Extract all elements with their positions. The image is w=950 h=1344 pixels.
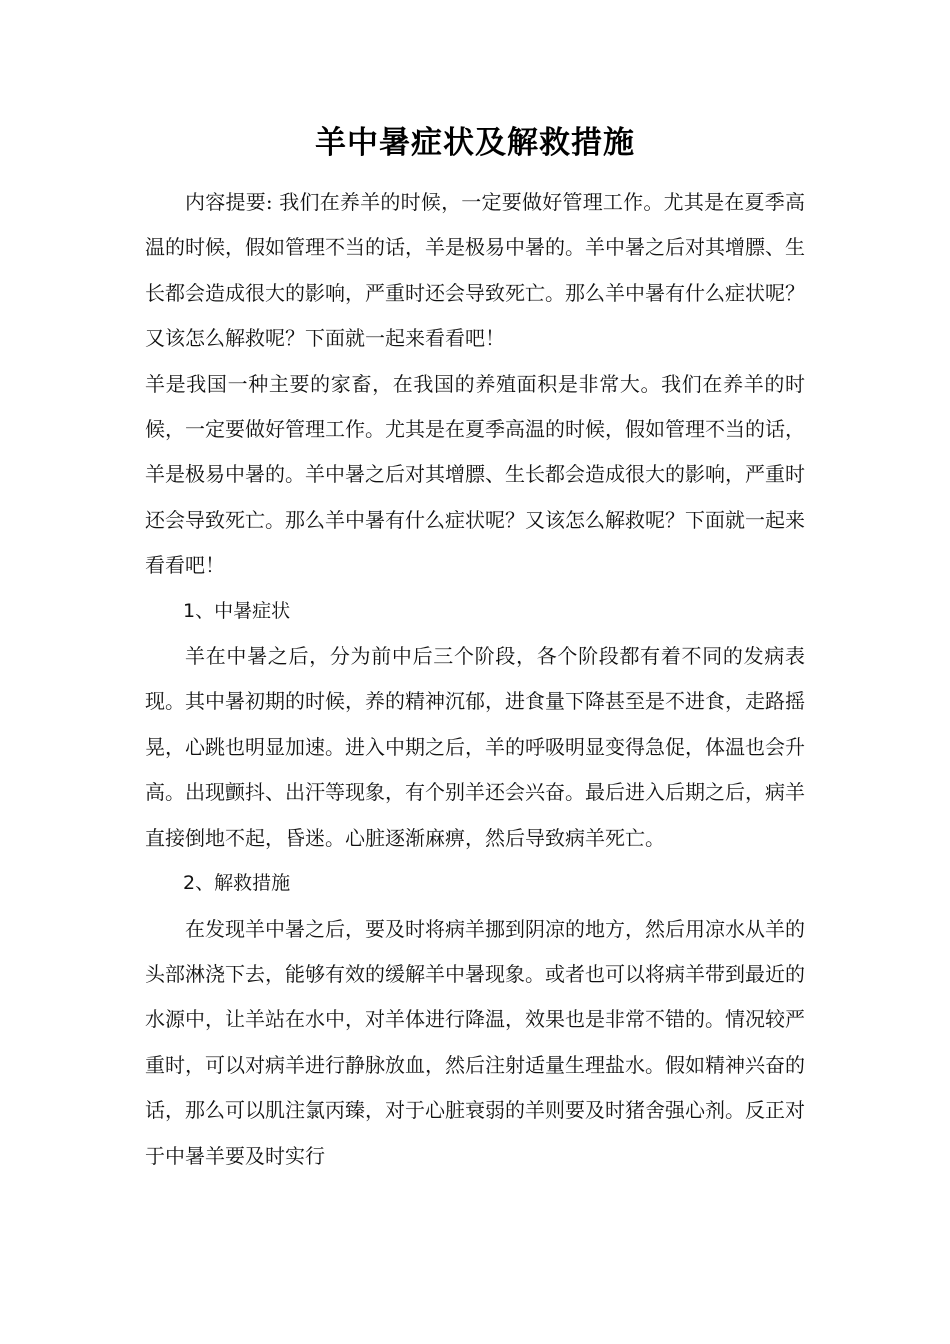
document-body — [145, 180, 805, 1179]
document-title: 羊中暑症状及解救措施 — [315, 125, 635, 161]
summary-paragraph: 内容提要: 我们在养羊的时候，一定要做好管理工作。尤其是在夏季高温的时候，假如管理不当的话，羊是极易中暑的。羊中暑之后对其增膘、生长都会造成很大的影响，严重时还会导致死亡。那么羊中暑有什么症状呢？又该怎么解救呢？下面就一起来看看吧！ — [145, 190, 805, 351]
section-heading-rescue: 2、解救措施 — [183, 872, 291, 895]
intro-paragraph: 羊是我国一种主要的家畜，在我国的养殖面积是非常大。我们在养羊的时候，一定要做好管理工作。尤其是在夏季高温的时候，假如管理不当的话，羊是极易中暑的。羊中暑之后对其增膘、生长都会造成很大的影响，严重时还会导致死亡。那么羊中暑有什么症状呢？又该怎么解救呢？下面就一起来看看吧！ — [145, 371, 805, 578]
section-heading-symptoms: 1、中暑症状 — [183, 599, 291, 622]
section-body-rescue: 在发现羊中暑之后，要及时将病羊挪到阴凉的地方，然后用凉水从羊的头部淋浇下去，能够有效的缓解羊中暑现象。或者也可以将病羊带到最近的水源中，让羊站在水中，对羊体进行降温，效果也是非常不错的。情况较严重时，可以对病羊进行静脉放血，然后注射适量生理盐水。假如精神兴奋的话，那么可以肌注氯丙臻，对于心脏衰弱的羊则要及时猪舍强心剂。反正对于中暑羊要及时实行 — [145, 916, 805, 1168]
section-body-symptoms: 羊在中暑之后，分为前中后三个阶段，各个阶段都有着不同的发病表现。其中暑初期的时候，养的精神沉郁，进食量下降甚至是不进食，走路摇晃，心跳也明显加速。进入中期之后，羊的呼吸明显变得急促，体温也会升高。出现颤抖、出汗等现象，有个别羊还会兴奋。最后进入后期之后，病羊直接倒地不起，昏迷。心脏逐渐麻痹，然后导致病羊死亡。 — [145, 644, 805, 850]
